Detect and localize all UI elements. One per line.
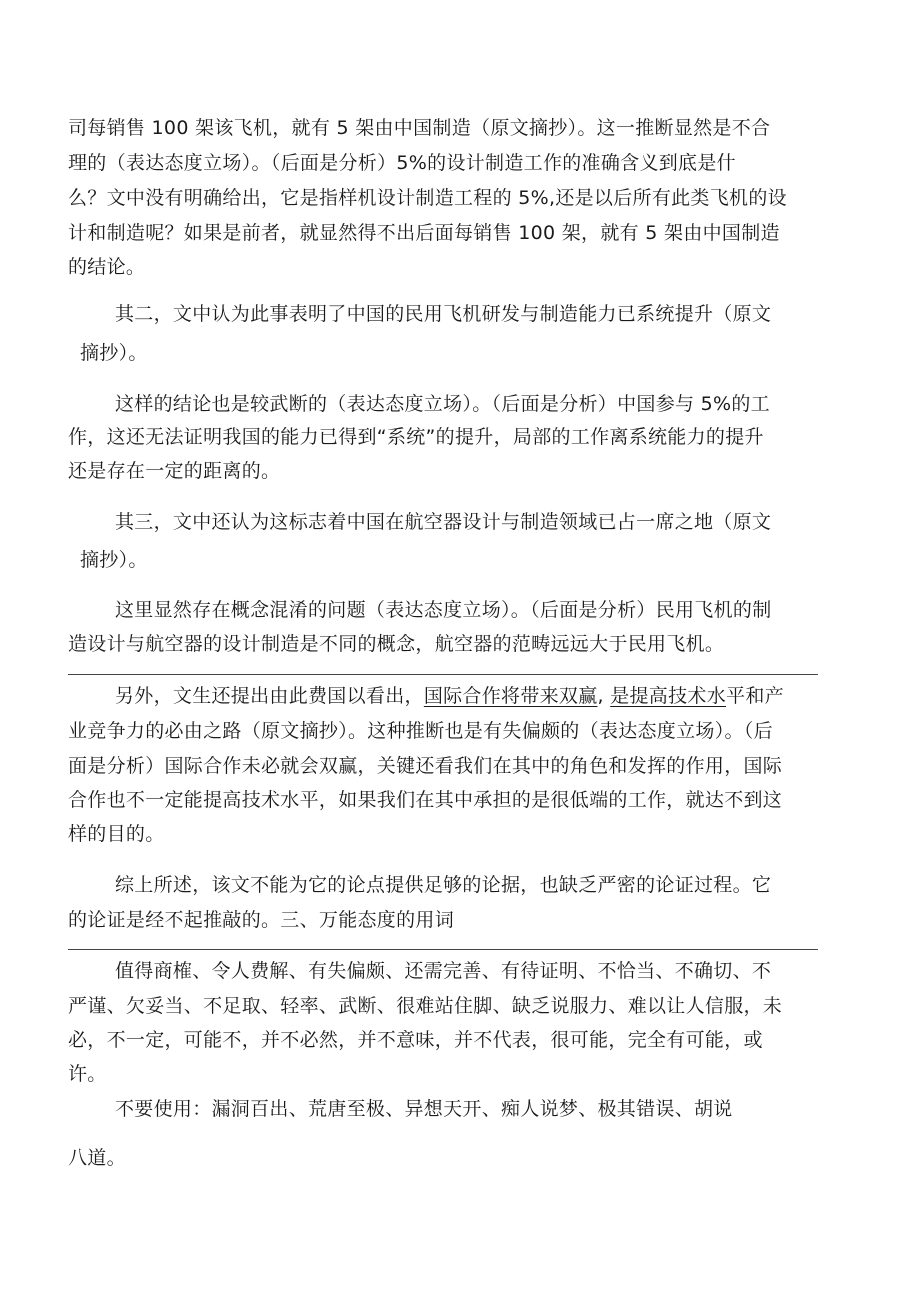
horizontal-rule (68, 674, 818, 675)
text-line: 许。 (68, 1063, 107, 1085)
text-line: 这里显然存在概念混淆的问题（表达态度立场）。（后面是分析）民用飞机的制 (115, 599, 772, 621)
text-line: 严谨、欠妥当、不足取、轻率、武断、很难站住脚、缺乏说服力、难以让人信服，未 (68, 995, 783, 1017)
text-line: 作，这还无法证明我国的能力已得到“系统”的提升，局部的工作离系统能力的提升 (68, 426, 764, 448)
underlined-phrase: 国际合作将带来双赢 (423, 685, 598, 707)
text-line: 其三，文中还认为这标志着中国在航空器设计与制造领域已占一席之地（原文 (115, 511, 772, 533)
text-line: 这样的结论也是较武断的（表达态度立场）。（后面是分析）中国参与 5%的工 (115, 393, 770, 415)
text-line: 八道。 (68, 1147, 126, 1169)
text-line: 摘抄）。 (80, 342, 148, 364)
text-line: 摘抄）。 (80, 549, 148, 571)
text-line: 还是存在一定的距离的。 (68, 460, 281, 482)
text-segment: 平和产 (726, 685, 784, 707)
text-line: 值得商榷、令人费解、有失偏颇、还需完善、有待证明、不恰当、不确切、不 (115, 960, 772, 982)
text-line: 综上所述，该文不能为它的论点提供足够的论据，也缺乏严密的论证过程。它 (115, 874, 772, 896)
text-line: 业竞争力的必由之路（原文摘抄）。这种推断也是有失偏颇的（表达态度立场）。（后 (68, 720, 773, 742)
text-line: 的论证是经不起推敲的。三、万能态度的用词 (68, 909, 455, 931)
text-line: 么？文中没有明确给出，它是指样机设计制造工程的 5%,还是以后所有此类飞机的设 (68, 187, 787, 209)
text-segment: , (597, 685, 611, 707)
text-line: 司每销售 100 架该飞机，就有 5 架由中国制造（原文摘抄）。这一推断显然是不合 (68, 117, 771, 139)
text-line: 其二，文中认为此事表明了中国的民用飞机研发与制造能力已系统提升（原文 (115, 303, 772, 325)
text-line: 计和制造呢？如果是前者，就显然得不出后面每销售 100 架，就有 5 架由中国制造 (68, 222, 780, 244)
text-line: 造设计与航空器的设计制造是不同的概念，航空器的范畴远远大于民用飞机。 (68, 633, 725, 655)
horizontal-rule (68, 949, 818, 950)
text-line: 的结论。 (68, 256, 146, 278)
text-line: 必，不一定，可能不，并不必然，并不意味，并不代表，很可能，完全有可能，或 (68, 1029, 763, 1051)
text-line: 合作也不一定能提高技术水平，如果我们在其中承担的是很低端的工作，就达不到这 (68, 789, 783, 811)
text-line: 不要使用：漏洞百出、荒唐至极、异想天开、痴人说梦、极其错误、胡说 (115, 1098, 733, 1120)
text-line: 面是分析）国际合作未必就会双赢，关键还看我们在其中的角色和发挥的作用，国际 (68, 755, 783, 777)
text-line (115, 683, 784, 709)
text-line: 理的（表达态度立场）。（后面是分析）5%的设计制造工作的准确含义到底是什 (68, 152, 736, 174)
text-line: 样的目的。 (68, 823, 165, 845)
underlined-phrase: 是提高技术水 (610, 685, 727, 707)
text-segment: 另外，文生还提出由此费国以看出， (115, 685, 424, 707)
